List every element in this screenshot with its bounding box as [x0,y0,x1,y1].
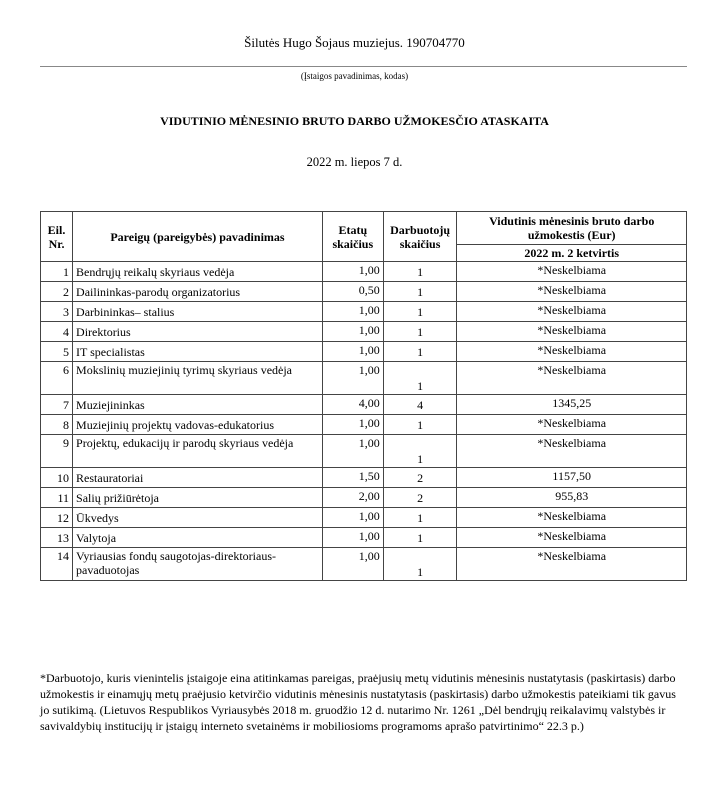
table-row [41,362,687,395]
row-staff-count: 1,00 [322,548,383,581]
row-employee-count: 1 [383,342,457,362]
row-employee-count: 1 [383,415,457,435]
row-position: Dailininkas-parodų organizatorius [73,282,323,302]
header-salary: Vidutinis mėnesinis bruto darbo užmokestis (Eur) [457,212,687,245]
table-row [41,395,687,415]
row-employee-count: 2 [383,468,457,488]
row-employee-count: 2 [383,488,457,508]
organization-underline [40,66,687,67]
row-salary: *Neskelbiama [457,508,687,528]
row-salary: *Neskelbiama [457,302,687,322]
row-position: Darbininkas– stalius [73,302,323,322]
row-position: IT specialistas [73,342,323,362]
table-row [41,262,687,282]
row-salary: *Neskelbiama [457,362,687,395]
table-body [41,262,687,581]
row-salary: 1345,25 [457,395,687,415]
report-title: VIDUTINIO MĖNESINIO BRUTO DARBO UŽMOKESČIO ATASKAITA [160,114,549,128]
row-position: Direktorius [73,322,323,342]
table-row [41,488,687,508]
header-nr: Eil. Nr. [41,212,73,262]
row-number: 13 [41,528,73,548]
row-number: 8 [41,415,73,435]
row-employee-count: 1 [383,362,457,395]
row-employee-count: 1 [383,322,457,342]
row-staff-count: 1,00 [322,302,383,322]
row-position: Muziejininkas [73,395,323,415]
row-salary: *Neskelbiama [457,528,687,548]
organization-name: Šilutės Hugo Šojaus muziejus. 190704770 [244,35,465,50]
header-employee-count: Darbuotojų skaičius [383,212,457,262]
header-position: Pareigų (pareigybės) pavadinimas [73,212,323,262]
header-staff-count: Etatų skaičius [322,212,383,262]
table-row [41,468,687,488]
row-staff-count: 1,00 [322,508,383,528]
table-row [41,415,687,435]
row-staff-count: 1,00 [322,322,383,342]
row-number: 10 [41,468,73,488]
table-row [41,282,687,302]
row-salary: *Neskelbiama [457,322,687,342]
row-number: 9 [41,435,73,468]
row-salary: 955,83 [457,488,687,508]
row-employee-count: 1 [383,548,457,581]
row-salary: *Neskelbiama [457,282,687,302]
row-salary: *Neskelbiama [457,415,687,435]
row-number: 3 [41,302,73,322]
row-number: 2 [41,282,73,302]
row-position: Bendrųjų reikalų skyriaus vedėja [73,262,323,282]
row-staff-count: 1,00 [322,262,383,282]
row-employee-count: 1 [383,435,457,468]
table-row [41,435,687,468]
row-employee-count: 1 [383,262,457,282]
row-staff-count: 1,00 [322,362,383,395]
footnote: *Darbuotojo, kuris vienintelis įstaigoje eina atitinkamas pareigas, praėjusių metų vidutinis mėnesinis nustatytasis (paskirtasis) darbo užmokestis ir einamųjų metų praėjusio ketvirčio vidutinis mėnesinis nustatytasis (paskirtasis) darbo užmokestis pateikiami tik gavus jo sutikimą. (Lietuvos Respublikos Vyriausybės 2018 m. gruodžio 12 d. nutarimo Nr. 1261 „Dėl bendrųjų reikalavimų valstybės ir savivaldybių institucijų ir įstaigų interneto svetainėms ir mobiliosioms programoms aprašo patvirtinimo“ 22.3 p.) [40,671,676,733]
row-staff-count: 1,00 [322,528,383,548]
salary-table [40,211,687,581]
report-date: 2022 m. liepos 7 d. [306,155,403,169]
row-staff-count: 1,00 [322,415,383,435]
row-position: Vyriausias fondų saugotojas-direktoriaus-pavaduotojas [73,548,323,581]
row-employee-count: 4 [383,395,457,415]
row-staff-count: 1,50 [322,468,383,488]
table-row [41,302,687,322]
row-staff-count: 0,50 [322,282,383,302]
row-number: 7 [41,395,73,415]
row-position: Salių prižiūrėtoja [73,488,323,508]
row-staff-count: 1,00 [322,435,383,468]
row-staff-count: 4,00 [322,395,383,415]
row-salary: *Neskelbiama [457,342,687,362]
row-position: Muziejinių projektų vadovas-edukatorius [73,415,323,435]
row-salary: 1157,50 [457,468,687,488]
row-position: Valytoja [73,528,323,548]
table-row [41,528,687,548]
header-period: 2022 m. 2 ketvirtis [457,245,687,262]
row-number: 1 [41,262,73,282]
row-salary: *Neskelbiama [457,435,687,468]
row-staff-count: 2,00 [322,488,383,508]
row-position: Projektų, edukacijų ir parodų skyriaus vedėja [73,435,323,468]
row-employee-count: 1 [383,508,457,528]
row-employee-count: 1 [383,528,457,548]
row-position: Restauratoriai [73,468,323,488]
table-row [41,342,687,362]
table-row [41,508,687,528]
row-number: 14 [41,548,73,581]
row-employee-count: 1 [383,282,457,302]
organization-caption: (Įstaigos pavadinimas, kodas) [300,71,409,81]
row-number: 5 [41,342,73,362]
row-staff-count: 1,00 [322,342,383,362]
row-number: 11 [41,488,73,508]
row-employee-count: 1 [383,302,457,322]
table-row [41,548,687,581]
row-salary: *Neskelbiama [457,548,687,581]
row-number: 4 [41,322,73,342]
row-number: 6 [41,362,73,395]
table-row [41,322,687,342]
row-position: Mokslinių muziejinių tyrimų skyriaus vedėja [73,362,323,395]
row-salary: *Neskelbiama [457,262,687,282]
row-number: 12 [41,508,73,528]
row-position: Ūkvedys [73,508,323,528]
